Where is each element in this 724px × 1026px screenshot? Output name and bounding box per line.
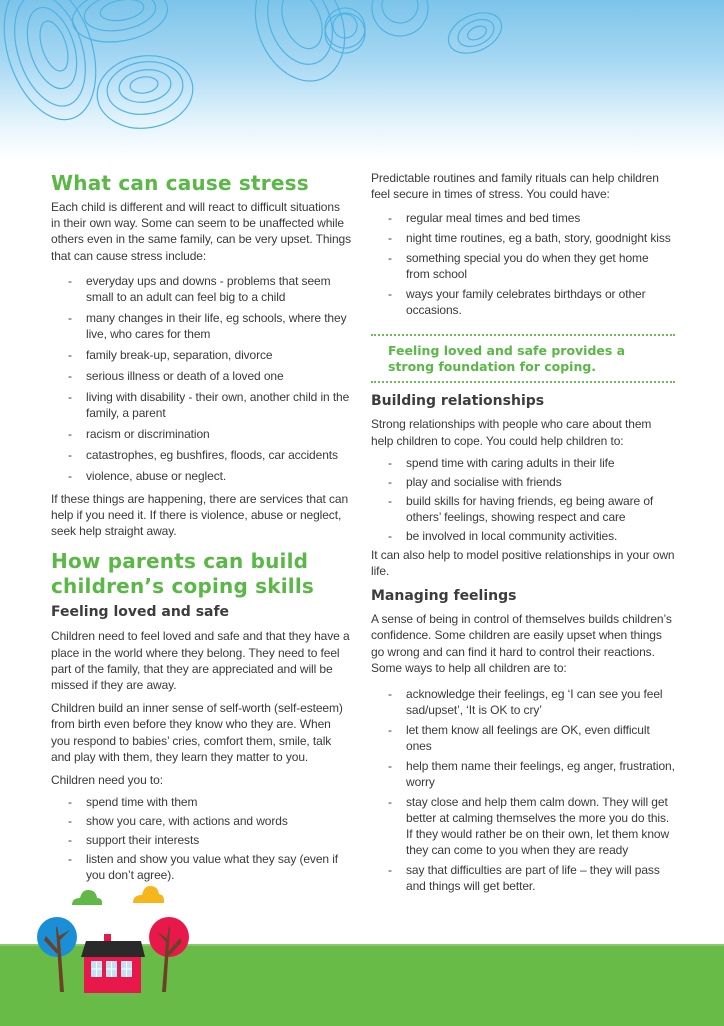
list-item: - everyday ups and downs - problems that seem small to an adult can feel big to a child <box>51 273 351 305</box>
relationships-intro: Strong relationships with people who care about them help children to cope. You could help children to: <box>371 417 652 448</box>
section-title-stress: What can cause stress <box>51 171 309 195</box>
list-item: - living with disability - their own, another child in the family, a parent <box>51 389 351 421</box>
pink-tree-icon <box>149 917 189 992</box>
stress-outro: If these things are happening, there are services that can help if you need it. If there is violence, abuse or neglect, seek help straight away. <box>51 491 349 539</box>
list-item: - listen and show you value what they say (even if you don’t agree). <box>51 851 351 883</box>
relationships-list <box>371 455 675 544</box>
list-item: - night time routines, eg a bath, story, goodnight kiss <box>371 230 675 246</box>
section-title-coping-line1: How parents can build <box>51 549 309 574</box>
green-cloud-icon <box>72 890 102 905</box>
subheading-building-relationships: Building relationships <box>371 393 545 410</box>
relationships-outro: It can also help to model positive relationships in your own life. <box>371 547 675 579</box>
red-house-icon <box>81 934 145 993</box>
blue-tree-icon <box>37 917 77 992</box>
callout-quote: Feeling loved and safe provides a strong foundation for coping. <box>371 334 675 383</box>
list-item: - be involved in local community activities. <box>371 528 675 544</box>
children-need-lead: Children need you to: <box>51 773 163 788</box>
list-item: - help them name their feelings, eg anger, frustration, worry <box>371 758 675 790</box>
list-item: - family break-up, separation, divorce <box>51 347 351 363</box>
stress-causes-list <box>51 273 351 484</box>
routines-list <box>371 210 675 318</box>
right-column <box>371 166 675 894</box>
list-item: - support their interests <box>51 832 351 848</box>
swirl-pattern-icon <box>0 0 724 160</box>
section-title-coping-line2: children’s coping skills <box>51 574 315 599</box>
list-item: - violence, abuse or neglect. <box>51 468 351 484</box>
list-item: - play and socialise with friends <box>371 474 675 490</box>
house-scene-illustration <box>0 870 240 1024</box>
list-item: - ways your family celebrates birthdays or other occasions. <box>371 286 675 318</box>
list-item: - say that difficulties are part of life – they will pass and things will get better. <box>371 862 675 894</box>
list-item: - many changes in their life, eg schools, where they live, who cares for them <box>51 310 351 342</box>
left-column <box>51 166 351 883</box>
list-item: - catastrophes, eg bushfires, floods, car accidents <box>51 447 351 463</box>
list-item: - spend time with caring adults in their life <box>371 455 675 471</box>
routines-intro: Predictable routines and family rituals can help children feel secure in times of stress. You could have: <box>371 171 659 202</box>
list-item: - something special you do when they get home from school <box>371 250 675 282</box>
list-item: - stay close and help them calm down. They will get better at calming themselves the more you do this. If they would rather be on their own, let them know they can come to you when they are ready <box>371 794 675 858</box>
list-item: - racism or discrimination <box>51 426 351 442</box>
subheading-loved-safe: Feeling loved and safe <box>51 604 230 621</box>
feelings-intro: A sense of being in control of themselves builds children’s confidence. Some children are easily upset when things go wrong and can find it hard to control their reactions. Some ways to help all children are to: <box>371 612 672 675</box>
header-swirl-banner <box>0 0 724 160</box>
list-item: - serious illness or death of a loved one <box>51 368 351 384</box>
loved-safe-para2: Children build an inner sense of self-worth (self-esteem) from birth even before they know who they are. When you respond to babies’ cries, comfort them, smile, talk and play with them, they learn they matter to you. <box>51 701 343 764</box>
list-item: - let them know all feelings are OK, even difficult ones <box>371 722 675 754</box>
list-item: - acknowledge their feelings, eg ‘I can see you feel sad/upset’, ‘It is OK to cry’ <box>371 686 675 718</box>
list-item: - build skills for having friends, eg being aware of others’ feelings, showing respect and care <box>371 493 675 525</box>
stress-intro: Each child is different and will react to difficult situations in their own way. Some can seem to be unaffected while others even in the same family, can be very upset. Things that can cause stress include: <box>51 200 352 263</box>
list-item: - show you care, with actions and words <box>51 813 351 829</box>
list-item: - spend time with them <box>51 794 351 810</box>
feelings-list <box>371 686 675 894</box>
yellow-cloud-icon <box>133 886 164 903</box>
subheading-managing-feelings: Managing feelings <box>371 588 517 605</box>
loved-safe-para1: Children need to feel loved and safe and that they have a place in the world where they belong. They need to feel part of the family, that they are appreciated and will be missed if they are away. <box>51 629 350 693</box>
list-item: - regular meal times and bed times <box>371 210 675 226</box>
